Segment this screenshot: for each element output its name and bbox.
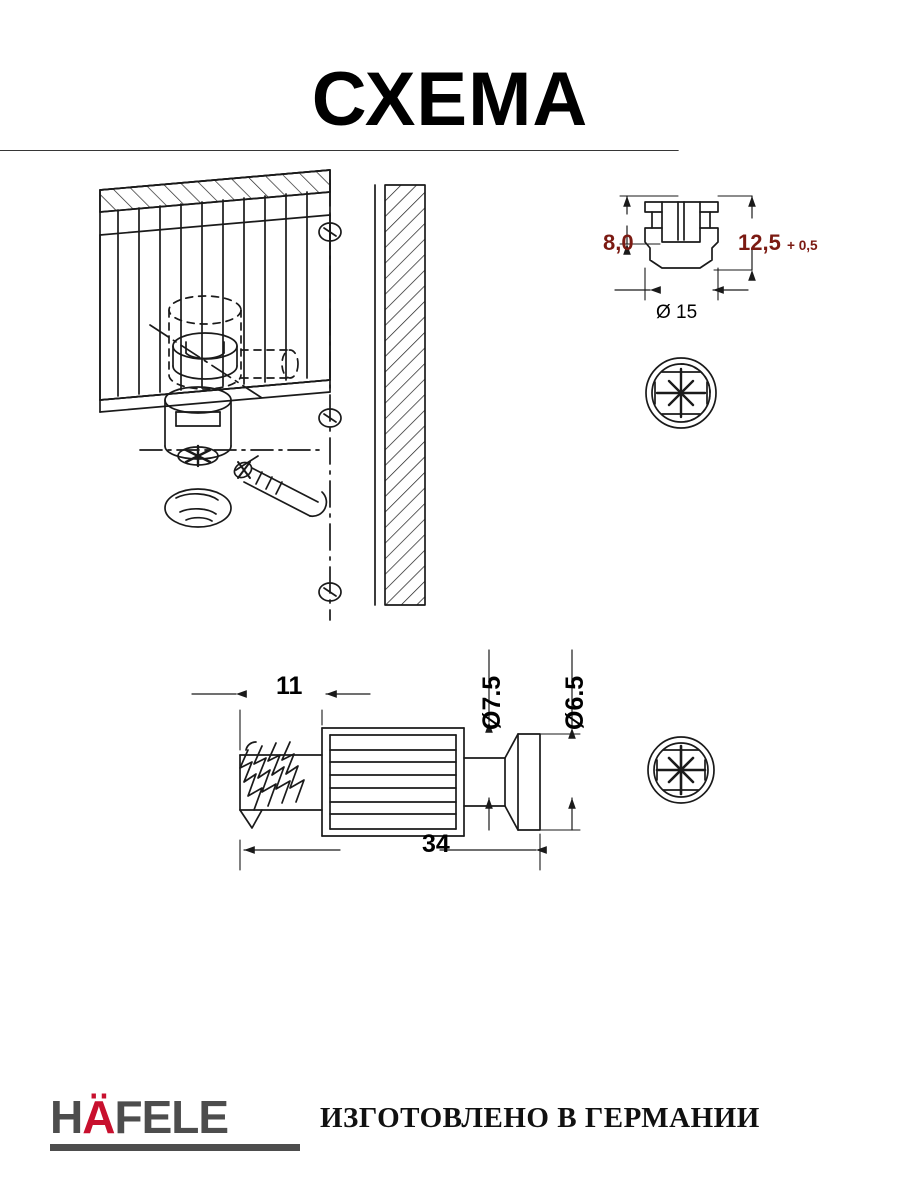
drawing-canvas [0, 150, 900, 930]
footer [0, 1088, 900, 1158]
bolt-total-length-label: 34 [422, 830, 450, 858]
bolt-shaft-diameter-label: Ø6.5 [561, 675, 589, 730]
page-title: СХЕМА [311, 57, 589, 142]
assembly-cam-axis [140, 325, 320, 450]
bolt-side-view [238, 728, 540, 856]
assembly-horizontal-panel [100, 170, 330, 400]
assembly-vertical-panel [375, 185, 425, 605]
logo-letter-h: H [50, 1091, 83, 1143]
made-in-germany-text: ИЗГОТОВЛЕНО В ГЕРМАНИИ [320, 1102, 760, 1134]
cam-width-label [738, 230, 818, 256]
assembly-lower-panel-edge [100, 380, 330, 480]
bolt-thread-length-label: 11 [276, 672, 303, 700]
cam-diameter-label: Ø 15 [656, 302, 698, 323]
cam-width-value: 12,5 [738, 230, 781, 255]
bolt-head-face-view [648, 737, 714, 803]
logo-letters-rest: FELE [114, 1091, 229, 1143]
assembly-cam-disc [173, 333, 237, 379]
assembly-cam-housing [165, 387, 231, 466]
logo-letter-a-umlaut: Ä [82, 1091, 115, 1143]
cam-height-label: 8,0 [603, 230, 634, 255]
assembly-cover-cap [165, 489, 231, 527]
cam-face-view [646, 358, 716, 428]
bolt-dimension-lines [192, 650, 580, 870]
hafele-logo [50, 1091, 229, 1143]
logo-underline [50, 1144, 300, 1151]
cam-width-tolerance: + 0,5 [786, 238, 818, 253]
bolt-head-diameter-label: Ø7.5 [478, 675, 506, 730]
assembly-hidden-bore [169, 296, 298, 389]
technical-drawing [0, 150, 900, 930]
